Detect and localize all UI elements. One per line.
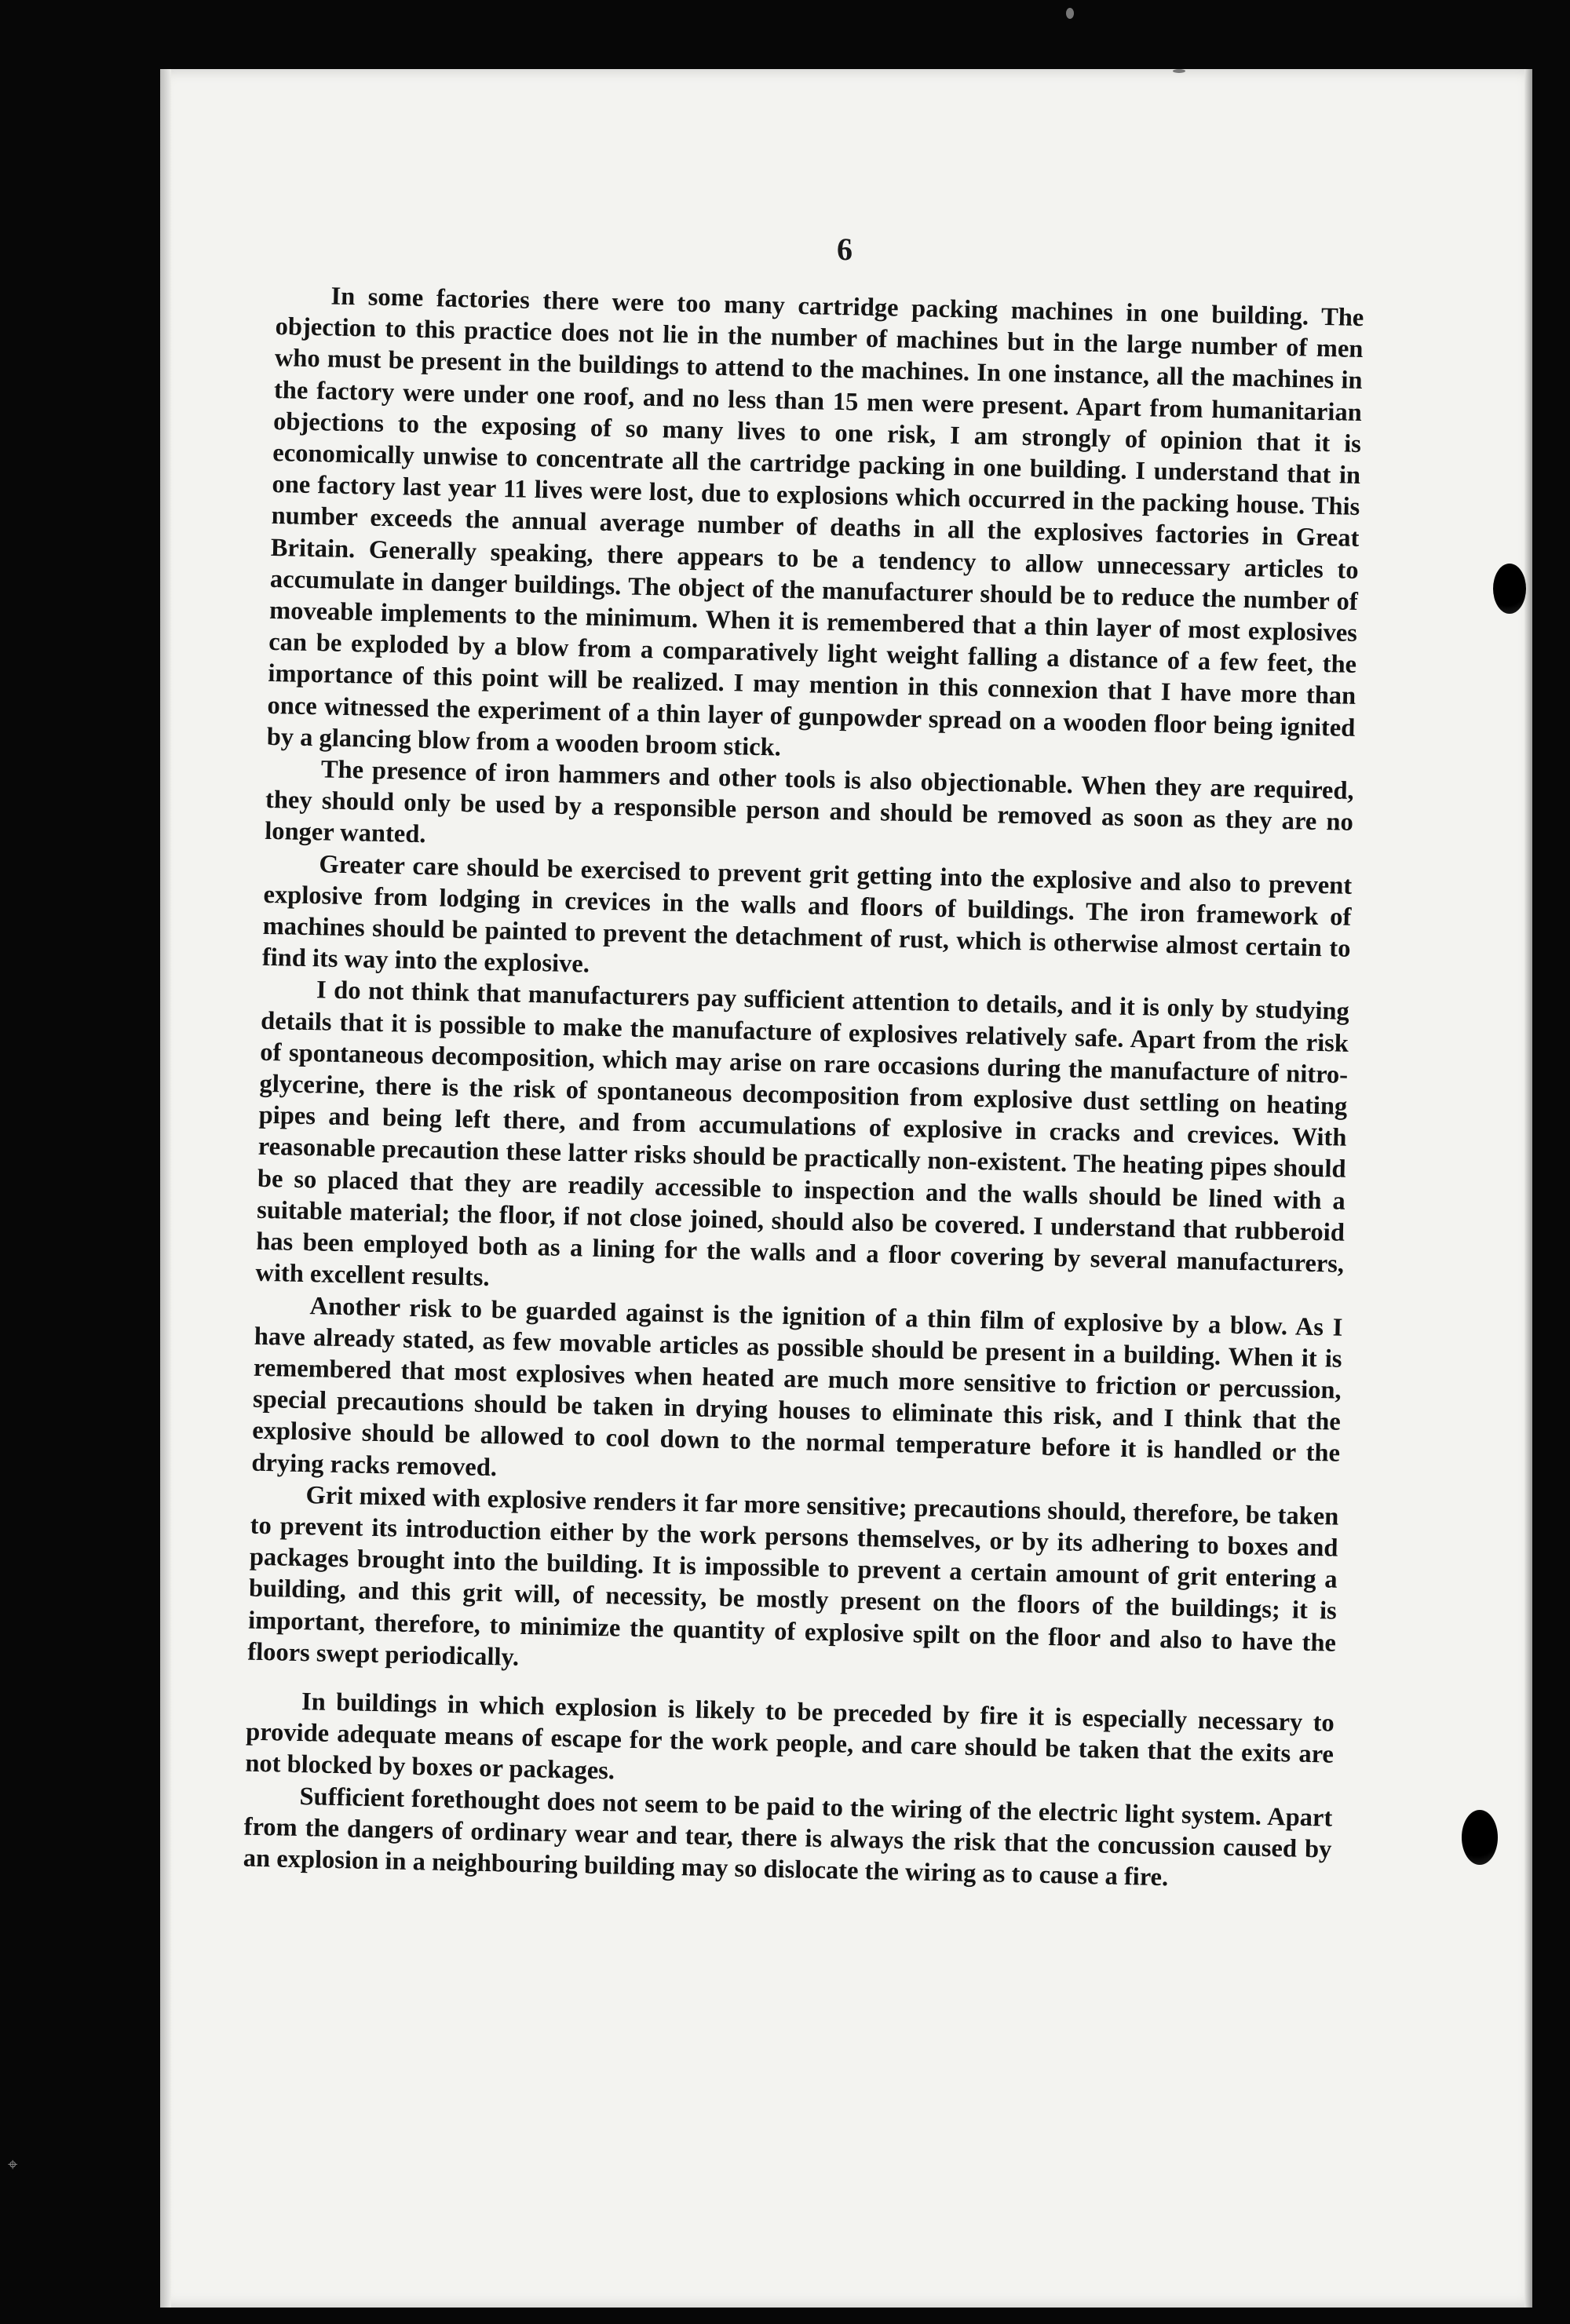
page-number: 6: [837, 232, 853, 267]
paragraph: Sufficient forethought does not seem to be paid to the wiring of the electric light system. Apart from the dangers of ordinary wear and tear, there is always the risk that the concussion caused by an explosion in a neighbouring building may so dislocate the wiring as to cause a fire.: [243, 1782, 1333, 1892]
paragraph: The presence of iron hammers and other tools is also objectionable. When they are required, they should only be used by a responsible person and should be removed as soon as they are no longer wanted.: [264, 755, 1355, 849]
page-right-edge: [1524, 69, 1532, 2308]
paragraph: Grit mixed with explosive renders it far more sensitive; precautions should, therefore, be taken to prevent its introduction either by the work persons themselves, or by its adhering to boxes and packages brought into the building. It is impossible to prevent a certain amount of grit entering a building, and this grit will, of necessity, be mostly present on the floors of the buildings; it is important, therefore, to minimize the quantity of explosive spilt on the floor and also to have the floors swept periodically.: [247, 1480, 1339, 1672]
paragraph: Another risk to be guarded against is the ignition of a thin film of explosive by a blow. As I have already stated, as few movable articles as possible should be present in a building. When it is remembered that most explosives when heated are much more sensitive to friction or percussion, special precautions should be taken in drying houses to eliminate this risk, and I think that the explosive should be allowed to cool down to the normal temperature before it is handled or the drying racks removed.: [251, 1291, 1343, 1482]
scan-artifact-icon: ⌖: [8, 2155, 18, 2175]
scan-speck: [1173, 69, 1185, 73]
paragraph: In some factories there were too many cartridge packing machines in one building. The objection to this practice does not lie in the number of machines but in the large number of men who must be present in the buildings to attend to the machines. In one instance, all the machines in the factory were under one roof, and no less than 15 men were present. Apart from humanitarian objections to the exposing of so many lives to one risk, I am strongly of opinion that it is economically unwise to concentrate all the cartridge packing in one building. I understand that in one factory last year 11 lives were lost, due to explosions which occurred in the packing house. This number exceeds the annual average number of deaths in all the explosives factories in Great Britain. Generally speaking, there appears to be a tendency to allow unnecessary articles to accumulate in danger buildings. The object of the manufacturer should be to reduce the number of moveable implements to the minimum. When it is remembered that a thin layer of most explosives can be exploded by a blow from a comparatively light weight falling a distance of a few feet, the importance of this point will be realized. I may mention in this connexion that I have more than once witnessed the experiment of a thin layer of gunpowder spread on a wooden floor being ignited by a glancing blow from a wooden broom stick.: [266, 282, 1364, 762]
paragraph: In buildings in which explosion is likely to be preceded by fire it is especially necessary to provide adequate means of escape for the work people, and care should be taken that the exits are not blocked by boxes or packages.: [245, 1687, 1335, 1786]
scan-speck: [1066, 8, 1074, 19]
document-page: [160, 69, 1532, 2308]
binder-hole-icon: [1493, 564, 1526, 614]
paragraph: Greater care should be exercised to prevent grit getting into the explosive and also to prevent explosive from lodging in crevices in the walls and floors of buildings. The iron framework of machines should be painted to prevent the detachment of rust, which is otherwise almost certain to find its way into the explosive.: [261, 849, 1353, 979]
page-left-edge: [160, 69, 171, 2308]
binder-hole-icon: [1462, 1810, 1498, 1865]
paragraph: I do not think that manufacturers pay sufficient attention to details, and it is only by studying details that it is possible to make the manufacture of explosives relatively safe. Apart from the risk of spontaneous decomposition, which may arise on rare occasions during the manufacture of nitro-glycerine, there is the risk of spontaneous decomposition from explosive dust settling on heating pipes and being left there, and from accumulations of explosive in cracks and crevices. With reasonable precaution these latter risks should be practically non-existent. The heating pipes should be so placed that they are readily accessible to inspection and the walls should be lined with a suitable material; the floor, if not close joined, should also be covered. I understand that rubberoid has been employed both as a lining for the walls and a floor covering by several manufacturers, with excellent results.: [255, 976, 1350, 1293]
body-text: [243, 279, 1364, 1897]
